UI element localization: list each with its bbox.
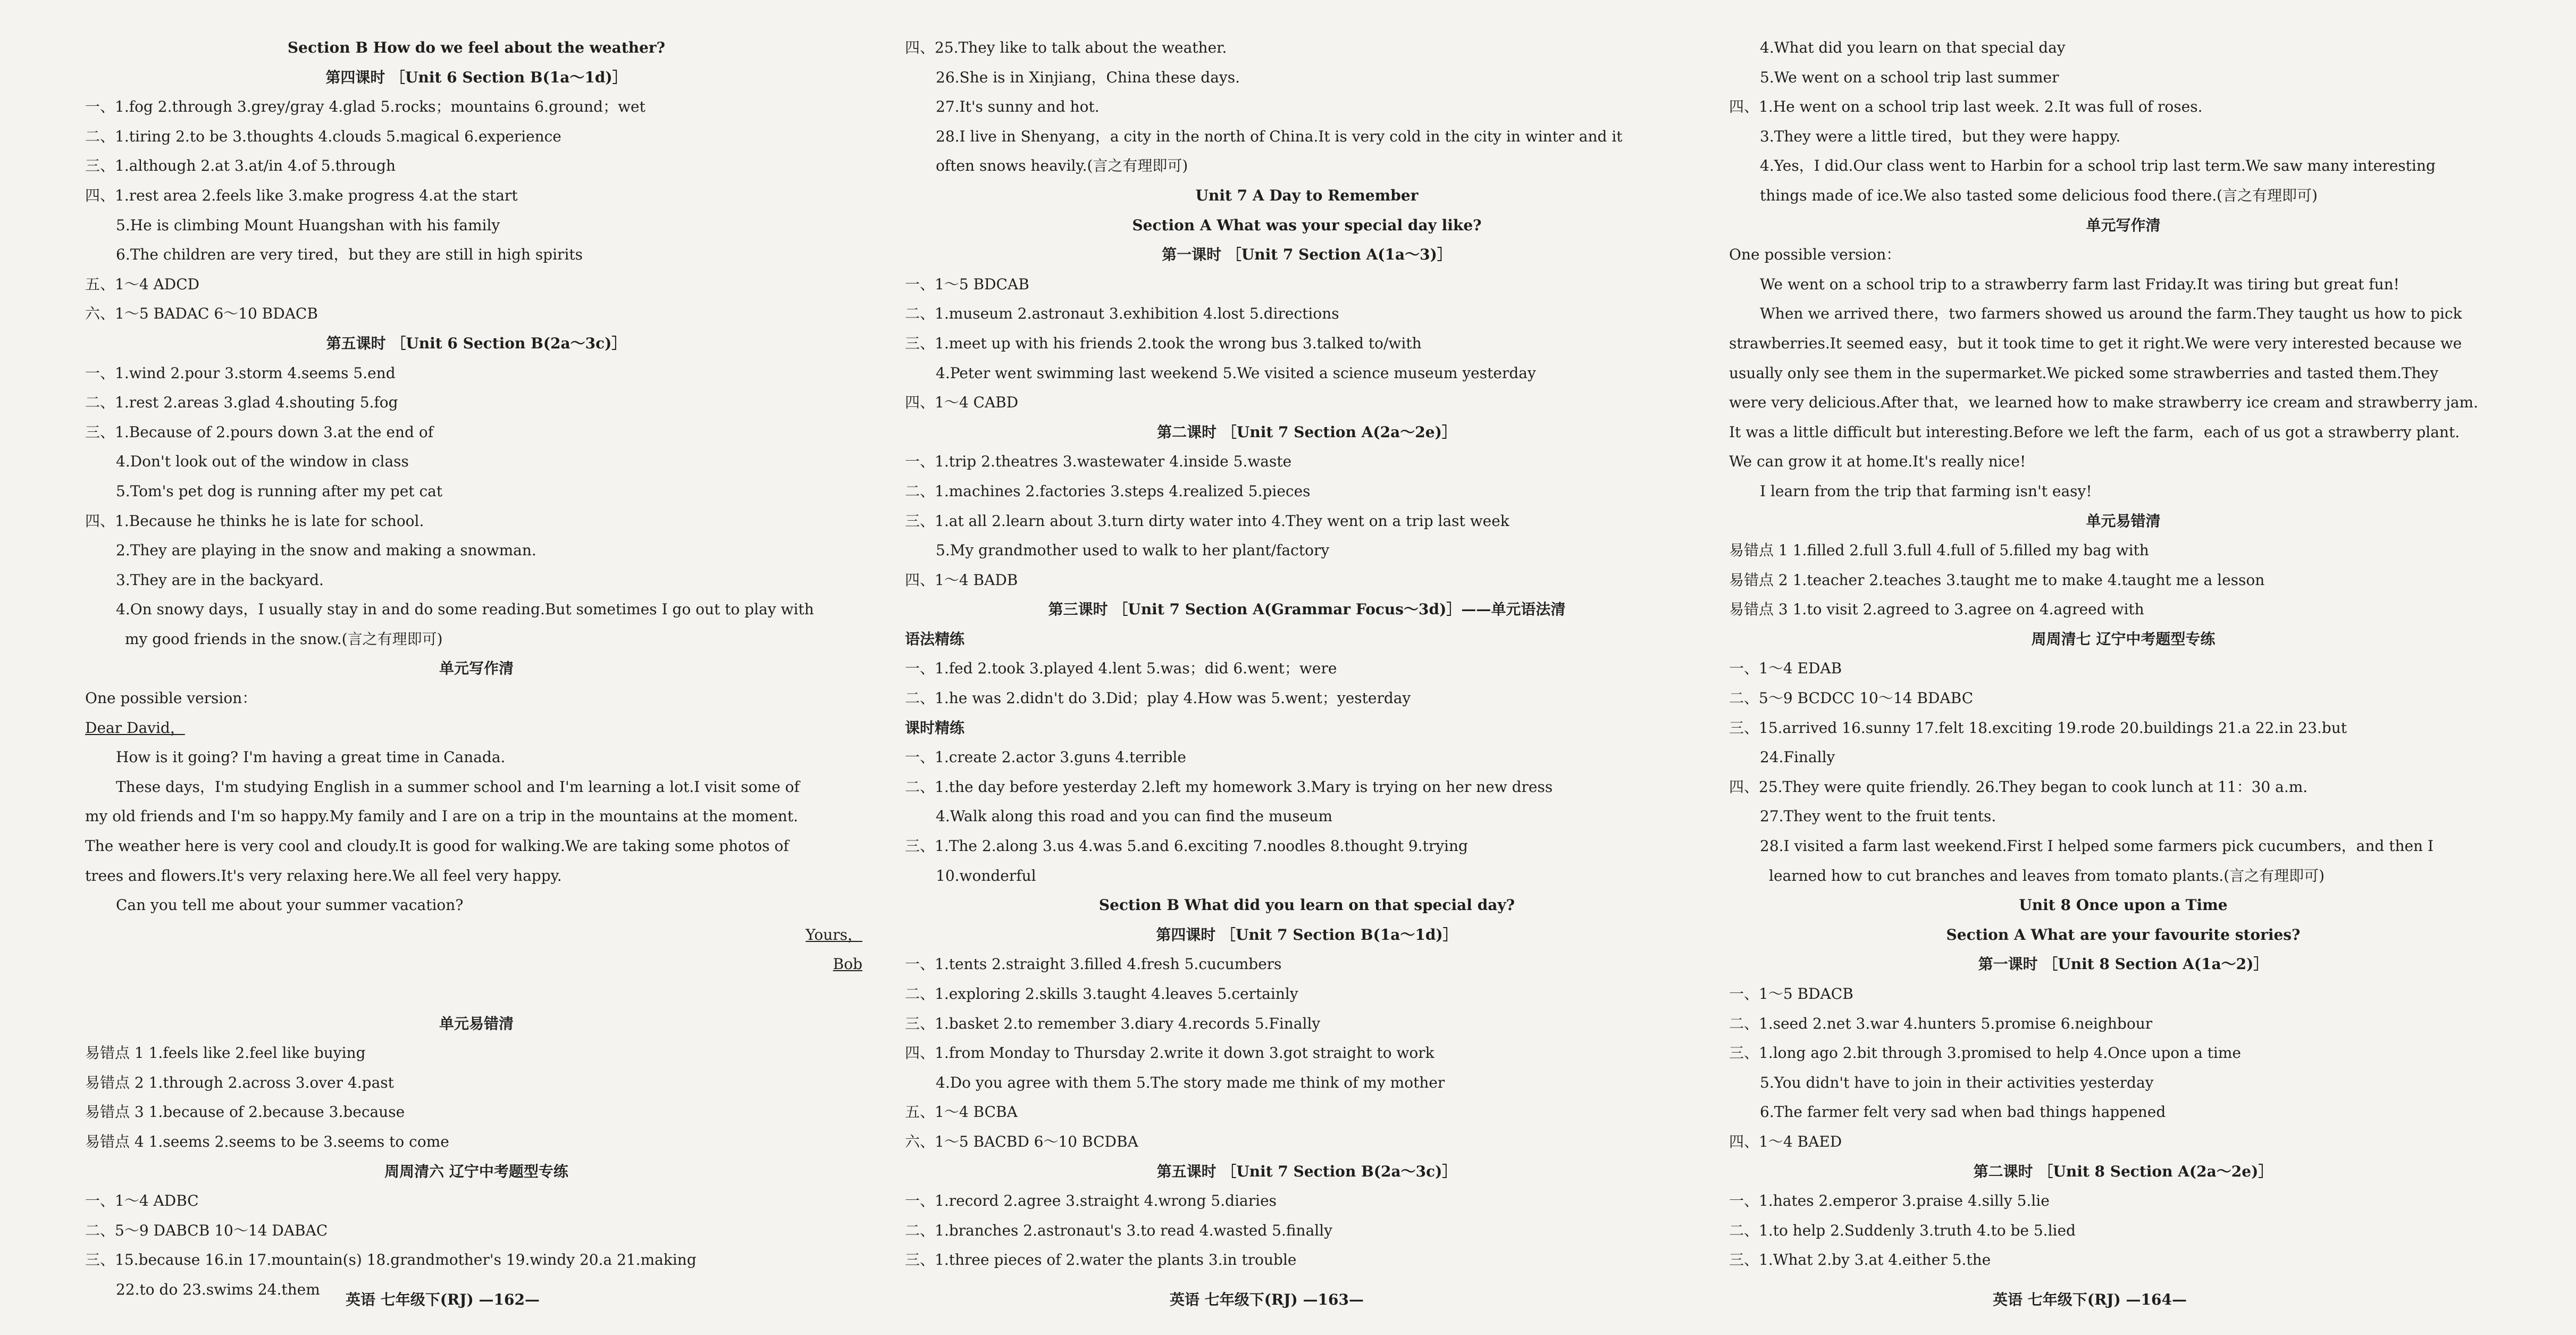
answer-line: 二、1.rest 2.areas 3.glad 4.shouting 5.fog bbox=[85, 394, 398, 412]
answer-line: 6.The children are very tired，but they are still in high spirits bbox=[116, 246, 583, 264]
answer-line: 二、5～9 DABCB 10～14 DABAC bbox=[85, 1221, 328, 1239]
section-heading: 第四课时 ［Unit 6 Section B(1a～1d)］ bbox=[325, 68, 627, 86]
answer-line: 5.Tom's pet dog is running after my pet cat bbox=[116, 482, 443, 500]
page-footer-163: 英语 七年级下(RJ) —163— bbox=[1170, 1291, 1364, 1308]
section-heading: 周周清六 辽宁中考题型专练 bbox=[384, 1162, 568, 1180]
answer-line: 22.to do 23.swims 24.them bbox=[116, 1280, 320, 1298]
section-heading: 单元易错清 bbox=[439, 1014, 514, 1032]
section-heading: Section B How do we feel about the weather? bbox=[287, 39, 666, 56]
answer-line: 一、1.create 2.actor 3.guns 4.terrible bbox=[905, 748, 1186, 766]
answer-line: We can grow it at home.It's really nice! bbox=[1729, 453, 2026, 471]
answer-line: 二、5～9 BCDCC 10～14 BDABC bbox=[1729, 689, 1974, 707]
page-162 bbox=[0, 0, 889, 1335]
section-heading: 单元写作清 bbox=[2086, 216, 2161, 234]
answer-line: things made of ice.We also tasted some delicious food there.(言之有理即可) bbox=[1760, 186, 2318, 204]
answer-line: 4.What did you learn on that special day bbox=[1760, 39, 2066, 56]
answer-line: 五、1～4 BCBA bbox=[905, 1103, 1018, 1121]
answer-line: 二、1.branches 2.astronaut's 3.to read 4.wasted 5.finally bbox=[905, 1221, 1332, 1239]
section-heading: Section B What did you learn on that special day? bbox=[1098, 896, 1515, 914]
answer-line: 三、1.long ago 2.bit through 3.promised to help 4.Once upon a time bbox=[1729, 1044, 2241, 1062]
section-heading: 第二课时 ［Unit 8 Section A(2a～2e)］ bbox=[1973, 1162, 2273, 1180]
answer-line: were very delicious.After that，we learned how to make strawberry ice cream and strawberry jam. bbox=[1729, 394, 2478, 412]
answer-line: learned how to cut branches and leaves from tomato plants.(言之有理即可) bbox=[1769, 866, 2325, 885]
section-heading: 第四课时 ［Unit 7 Section B(1a～1d)］ bbox=[1156, 925, 1458, 944]
page-footer-162: 英语 七年级下(RJ) —162— bbox=[346, 1291, 540, 1308]
answer-line: 4.Peter went swimming last weekend 5.We visited a science museum yesterday bbox=[936, 364, 1536, 382]
answer-line: One possible version： bbox=[1729, 246, 1901, 264]
answer-line: 5.My grandmother used to walk to her plant/factory bbox=[936, 541, 1330, 560]
page-footer-164: 英语 七年级下(RJ) —164— bbox=[1993, 1291, 2187, 1308]
section-heading: 第一课时 ［Unit 8 Section A(1a～2)］ bbox=[1978, 955, 2269, 973]
answer-line: 二、1.exploring 2.skills 3.taught 4.leaves 5.certainly bbox=[905, 985, 1298, 1003]
answer-line: 一、1.hates 2.emperor 3.praise 4.silly 5.lie bbox=[1729, 1192, 2050, 1210]
answer-line: 27.They went to the fruit tents. bbox=[1760, 807, 1996, 825]
answer-line: 5.He is climbing Mount Huangshan with his family bbox=[116, 216, 500, 234]
answer-line: Yours， bbox=[805, 925, 862, 944]
answer-line: 三、1.meet up with his friends 2.took the wrong bus 3.talked to/with bbox=[905, 334, 1422, 352]
section-heading: 第二课时 ［Unit 7 Section A(2a～2e)］ bbox=[1157, 423, 1457, 441]
answer-line: 3.They were a little tired，but they were happy. bbox=[1760, 127, 2121, 145]
answer-line: 一、1.fog 2.through 3.grey/gray 4.glad 5.rocks；mountains 6.ground；wet bbox=[85, 98, 645, 116]
answer-line: Dear David， bbox=[85, 719, 185, 737]
section-heading: 第五课时 ［Unit 6 Section B(2a～3c)］ bbox=[326, 334, 627, 352]
answer-line: 4.Yes，I did.Our class went to Harbin for a school trip last term.We saw many interesting bbox=[1760, 157, 2436, 175]
answer-line: 一、1.record 2.agree 3.straight 4.wrong 5.diaries bbox=[905, 1192, 1277, 1210]
answer-line: 5.We went on a school trip last summer bbox=[1760, 68, 2059, 86]
answer-line: 四、1～4 CABD bbox=[905, 394, 1019, 412]
answer-line: One possible version： bbox=[85, 689, 257, 707]
answer-line: 一、1.wind 2.pour 3.storm 4.seems 5.end bbox=[85, 364, 396, 382]
answer-line: 六、1～5 BADAC 6～10 BDACB bbox=[85, 305, 318, 323]
answer-line: 四、25.They like to talk about the weather. bbox=[905, 39, 1227, 56]
answer-line: 易错点 3 1.to visit 2.agreed to 3.agree on 4.agreed with bbox=[1729, 600, 2144, 619]
answer-line: 易错点 4 1.seems 2.seems to be 3.seems to come bbox=[85, 1132, 449, 1150]
answer-line: 28.I live in Shenyang，a city in the north of China.It is very cold in the city in winter and it bbox=[936, 127, 1623, 145]
answer-line: usually only see them in the supermarket.We picked some strawberries and tasted them.They bbox=[1729, 364, 2439, 382]
answer-line: 四、25.They were quite friendly. 26.They began to cook lunch at 11：30 a.m. bbox=[1729, 778, 2308, 796]
answer-line: my old friends and I'm so happy.My family and I are on a trip in the mountains at the moment. bbox=[85, 807, 798, 825]
answer-line: 10.wonderful bbox=[936, 866, 1036, 885]
answer-line: 二、1.seed 2.net 3.war 4.hunters 5.promise 6.neighbour bbox=[1729, 1014, 2153, 1032]
answer-line: 二、1.machines 2.factories 3.steps 4.realized 5.pieces bbox=[905, 482, 1311, 500]
answer-line: Can you tell me about your summer vacation? bbox=[116, 896, 464, 914]
section-heading: 周周清七 辽宁中考题型专练 bbox=[2031, 630, 2216, 648]
answer-line: 三、1.basket 2.to remember 3.diary 4.records 5.Finally bbox=[905, 1014, 1321, 1032]
answer-line: 二、1.the day before yesterday 2.left my homework 3.Mary is trying on her new dress bbox=[905, 778, 1553, 796]
answer-line: 五、1～4 ADCD bbox=[85, 275, 200, 293]
answer-line: 三、1.What 2.by 3.at 4.either 5.the bbox=[1729, 1251, 1991, 1269]
answer-line: 三、1.three pieces of 2.water the plants 3.in trouble bbox=[905, 1251, 1297, 1269]
answer-line: 三、15.because 16.in 17.mountain(s) 18.grandmother's 19.windy 20.a 21.making bbox=[85, 1251, 697, 1269]
answer-line: 26.She is in Xinjiang，China these days. bbox=[936, 68, 1240, 86]
answer-line: 三、1.Because of 2.pours down 3.at the end of bbox=[85, 423, 434, 441]
answer-line: When we arrived there，two farmers showed us around the farm.They taught us how to pick bbox=[1760, 305, 2462, 323]
answer-line: 易错点 2 1.teacher 2.teaches 3.taught me to make 4.taught me a lesson bbox=[1729, 571, 2265, 589]
page-163 bbox=[889, 0, 1728, 1335]
answer-line: How is it going? I'm having a great time in Canada. bbox=[116, 748, 506, 766]
answer-line: my good friends in the snow.(言之有理即可) bbox=[125, 630, 443, 648]
answer-line: 四、1～4 BADB bbox=[905, 571, 1018, 589]
answer-line: 一、1.tents 2.straight 3.filled 4.fresh 5.cucumbers bbox=[905, 955, 1282, 973]
answer-line: It was a little difficult but interesting.Before we left the farm，each of us got a strawberry plant. bbox=[1729, 423, 2460, 441]
answer-line: 一、1～5 BDACB bbox=[1729, 985, 1853, 1003]
answer-line: 易错点 1 1.filled 2.full 3.full 4.full of 5.filled my bag with bbox=[1729, 541, 2149, 560]
answer-line: 语法精练 bbox=[905, 630, 965, 648]
section-heading: Section A What was your special day like? bbox=[1132, 216, 1482, 234]
answer-line: 易错点 3 1.because of 2.because 3.because bbox=[85, 1103, 405, 1121]
answer-line: We went on a school trip to a strawberry farm last Friday.It was tiring but great fun! bbox=[1760, 275, 2399, 293]
section-heading: Unit 7 A Day to Remember bbox=[1195, 186, 1419, 204]
answer-line: 六、1～5 BACBD 6～10 BCDBA bbox=[905, 1132, 1138, 1150]
section-heading: Unit 8 Once upon a Time bbox=[2019, 896, 2228, 914]
answer-line: 27.It's sunny and hot. bbox=[936, 98, 1100, 116]
answer-line: 三、1.The 2.along 3.us 4.was 5.and 6.exciting 7.noodles 8.thought 9.trying bbox=[905, 837, 1468, 855]
answer-line: trees and flowers.It's very relaxing here.We all feel very happy. bbox=[85, 866, 562, 885]
answer-line: 4.On snowy days，I usually stay in and do some reading.But sometimes I go out to play with bbox=[116, 600, 814, 619]
answer-line: often snows heavily.(言之有理即可) bbox=[936, 157, 1188, 175]
answer-line: 28.I visited a farm last weekend.First I helped some farmers pick cucumbers，and then I bbox=[1760, 837, 2434, 855]
answer-line: 2.They are playing in the snow and making a snowman. bbox=[116, 541, 536, 560]
answer-line: 4.Walk along this road and you can find the museum bbox=[936, 807, 1333, 825]
answer-line: strawberries.It seemed easy，but it took time to get it right.We were very interested because we bbox=[1729, 334, 2462, 352]
answer-line: 二、1.to help 2.Suddenly 3.truth 4.to be 5.lied bbox=[1729, 1221, 2076, 1239]
answer-line: 一、1～4 ADBC bbox=[85, 1192, 199, 1210]
answer-line: 二、1.museum 2.astronaut 3.exhibition 4.lost 5.directions bbox=[905, 305, 1339, 323]
section-heading: 第三课时 ［Unit 7 Section A(Grammar Focus～3d)］——单元语法清 bbox=[1048, 600, 1566, 619]
answer-line: 24.Finally bbox=[1760, 748, 1835, 766]
page-164 bbox=[1728, 0, 2576, 1335]
answer-line: 四、1～4 BAED bbox=[1729, 1132, 1842, 1150]
answer-line: 5.You didn't have to join in their activities yesterday bbox=[1760, 1073, 2154, 1091]
answer-line: Bob bbox=[833, 955, 862, 973]
answer-line: 三、1.at all 2.learn about 3.turn dirty water into 4.They went on a trip last week bbox=[905, 512, 1509, 530]
answer-line: 易错点 2 1.through 2.across 3.over 4.past bbox=[85, 1073, 394, 1091]
answer-line: 一、1～4 EDAB bbox=[1729, 660, 1842, 678]
section-heading: Section A What are your favourite stories? bbox=[1946, 925, 2301, 944]
answer-line: 四、1.Because he thinks he is late for school. bbox=[85, 512, 424, 530]
answer-line: 四、1.from Monday to Thursday 2.write it down 3.got straight to work bbox=[905, 1044, 1434, 1062]
section-heading: 单元易错清 bbox=[2086, 512, 2161, 530]
answer-line: 一、1.fed 2.took 3.played 4.lent 5.was；did 6.went；were bbox=[905, 660, 1337, 678]
answer-line: The weather here is very cool and cloudy.It is good for walking.We are taking some photos of bbox=[85, 837, 789, 855]
answer-line: 三、15.arrived 16.sunny 17.felt 18.exciting 19.rode 20.buildings 21.a 22.in 23.but bbox=[1729, 719, 2347, 737]
section-heading: 单元写作清 bbox=[439, 660, 514, 678]
answer-line: 四、1.He went on a school trip last week. 2.It was full of roses. bbox=[1729, 98, 2203, 116]
answer-line: 二、1.tiring 2.to be 3.thoughts 4.clouds 5.magical 6.experience bbox=[85, 127, 561, 145]
answer-line: 4.Don't look out of the window in class bbox=[116, 453, 409, 471]
answer-line: 四、1.rest area 2.feels like 3.make progress 4.at the start bbox=[85, 186, 518, 204]
answer-line: I learn from the trip that farming isn't easy! bbox=[1760, 482, 2092, 500]
section-heading: 第一课时 ［Unit 7 Section A(1a～3)］ bbox=[1162, 246, 1452, 264]
answer-line: 一、1～5 BDCAB bbox=[905, 275, 1029, 293]
answer-line: These days，I'm studying English in a summer school and I'm learning a lot.I visit some of bbox=[116, 778, 800, 796]
answer-line: 一、1.trip 2.theatres 3.wastewater 4.inside 5.waste bbox=[905, 453, 1292, 471]
section-heading: 第五课时 ［Unit 7 Section B(2a～3c)］ bbox=[1156, 1162, 1457, 1180]
answer-line: 4.Do you agree with them 5.The story made me think of my mother bbox=[936, 1073, 1445, 1091]
answer-line: 三、1.although 2.at 3.at/in 4.of 5.through bbox=[85, 157, 396, 175]
answer-line: 6.The farmer felt very sad when bad things happened bbox=[1760, 1103, 2166, 1121]
answer-line: 课时精练 bbox=[905, 719, 965, 737]
answer-line: 3.They are in the backyard. bbox=[116, 571, 324, 589]
answer-line: 易错点 1 1.feels like 2.feel like buying bbox=[85, 1044, 366, 1062]
answer-line bbox=[85, 979, 868, 1009]
answer-line: 二、1.he was 2.didn't do 3.Did；play 4.How was 5.went；yesterday bbox=[905, 689, 1411, 707]
